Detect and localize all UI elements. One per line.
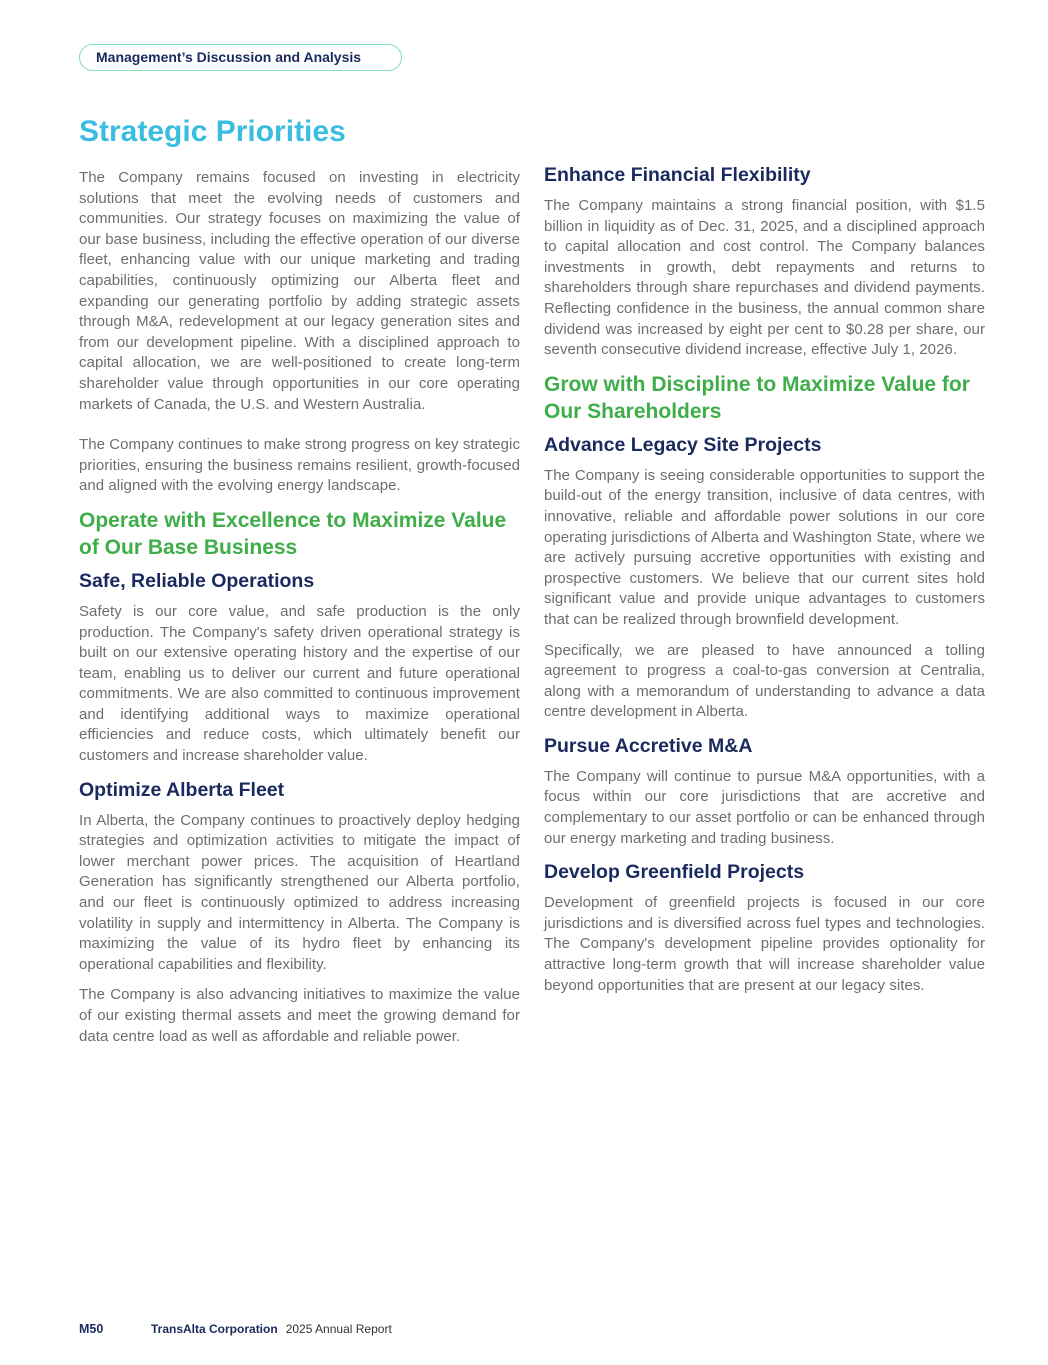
section-heading-operate: Operate with Excellence to Maximize Value of Our Base Business: [79, 508, 507, 560]
safe-operations-paragraph: Safety is our core value, and safe production is the only production. The Company's safety driven operational strategy is built on our extensive operating history and the expertise of our team, enabling us to deliver our current and future operational commitments. We are also committed to continuous improvement and identifying additional ways to maximize operational efficiencies and reduce costs, which ultimately benefit our customers and increase shareholder value.: [79, 602, 520, 765]
greenfield-paragraph: Development of greenfield projects is focused in our core jurisdictions and is diversified across fuel types and technologies. The Company's development pipeline provides optionality for attractive long-term growth that will increase shareholder value beyond opportunities that are present at our legacy sites.: [544, 894, 985, 994]
right-column: [544, 162, 985, 1006]
subheading-accretive-ma: Pursue Accretive M&A: [544, 734, 753, 757]
page-footer: [79, 1322, 392, 1336]
intro-paragraph-1: The Company remains focused on investing in electricity solutions that meet the evolving needs of customers and communities. Our strategy focuses on maximizing the value of our base business, including the effective operation of our diverse fleet, enhancing value with our unique marketing and trading capabilities, continuously optimizing our Alberta fleet and expanding our generating portfolio by adding strategic assets through M&A, redevelopment at our legacy generation sites and from our development pipeline. With a disciplined approach to capital allocation, we are well-positioned to create long-term shareholder value through opportunities in our core operating markets of Canada, the U.S. and Western Australia.: [79, 169, 520, 413]
page-title: Strategic Priorities: [79, 115, 346, 148]
subheading-safe-operations: Safe, Reliable Operations: [79, 569, 315, 592]
footer-report: 2025 Annual Report: [285, 1322, 392, 1336]
subheading-greenfield: Develop Greenfield Projects: [544, 861, 805, 884]
left-column: [79, 168, 520, 1057]
subheading-legacy-sites: Advance Legacy Site Projects: [544, 433, 822, 456]
subheading-alberta-fleet: Optimize Alberta Fleet: [79, 778, 285, 801]
footer-company: TransAlta Corporation: [151, 1322, 278, 1336]
legacy-paragraph-2: Specifically, we are pleased to have announced a tolling agreement to progress a coal-to-gas conversion at Centralia, along with a memorandum of understanding to advance a data centre development in Alberta.: [544, 641, 985, 721]
section-pill: Management’s Discussion and Analysis: [79, 44, 402, 71]
legacy-paragraph-1: The Company is seeing considerable opportunities to support the build-out of the energy transition, inclusive of data centres, with innovative, reliable and affordable power solutions in our core operating jurisdictions of Alberta and Washington State, where we are actively pursuing accretive opportunities with existing and prospective customers. We believe that our current sites hold significant value and provide unique advantages to customers that can be realized through brownfield development.: [544, 466, 985, 628]
section-heading-grow: Grow with Discipline to Maximize Value for Our Shareholders: [544, 372, 970, 424]
alberta-paragraph-2: The Company is also advancing initiatives to maximize the value of our existing thermal assets and meet the growing demand for data centre load as well as affordable and reliable power.: [79, 986, 520, 1045]
intro-paragraph-2: The Company continues to make strong progress on key strategic priorities, ensuring the business remains resilient, growth-focused and aligned with the evolving energy landscape.: [79, 436, 520, 495]
alberta-paragraph-1: In Alberta, the Company continues to proactively deploy hedging strategies and optimization activities to mitigate the impact of lower merchant power prices. The acquisition of Heartland Generation has significantly strengthened our Alberta portfolio, and our fleet is continuously optimized to address increasing volatility in supply and intermittency in Alberta. The Company is maximizing the value of its hydro fleet by enhancing its operational capabilities and flexibility.: [79, 811, 520, 973]
page-number: M50: [79, 1322, 104, 1336]
subheading-financial-flexibility: Enhance Financial Flexibility: [544, 164, 811, 186]
ma-paragraph: The Company will continue to pursue M&A opportunities, with a focus within our core jurisdictions that are accretive and complementary to our asset portfolio or can be enhanced through our energy marketing and trading business.: [544, 767, 985, 847]
financial-paragraph: The Company maintains a strong financial position, with $1.5 billion in liquidity as of Dec. 31, 2025, and a disciplined approach to capital allocation and cost control. The Company balances investments in growth, debt repayments and returns to shareholders through share repurchases and dividend payments. Reflecting confidence in the business, the annual common share dividend was increased by eight per cent to $0.28 per share, our seventh consecutive dividend increase, effective July 1, 2026.: [544, 197, 985, 359]
